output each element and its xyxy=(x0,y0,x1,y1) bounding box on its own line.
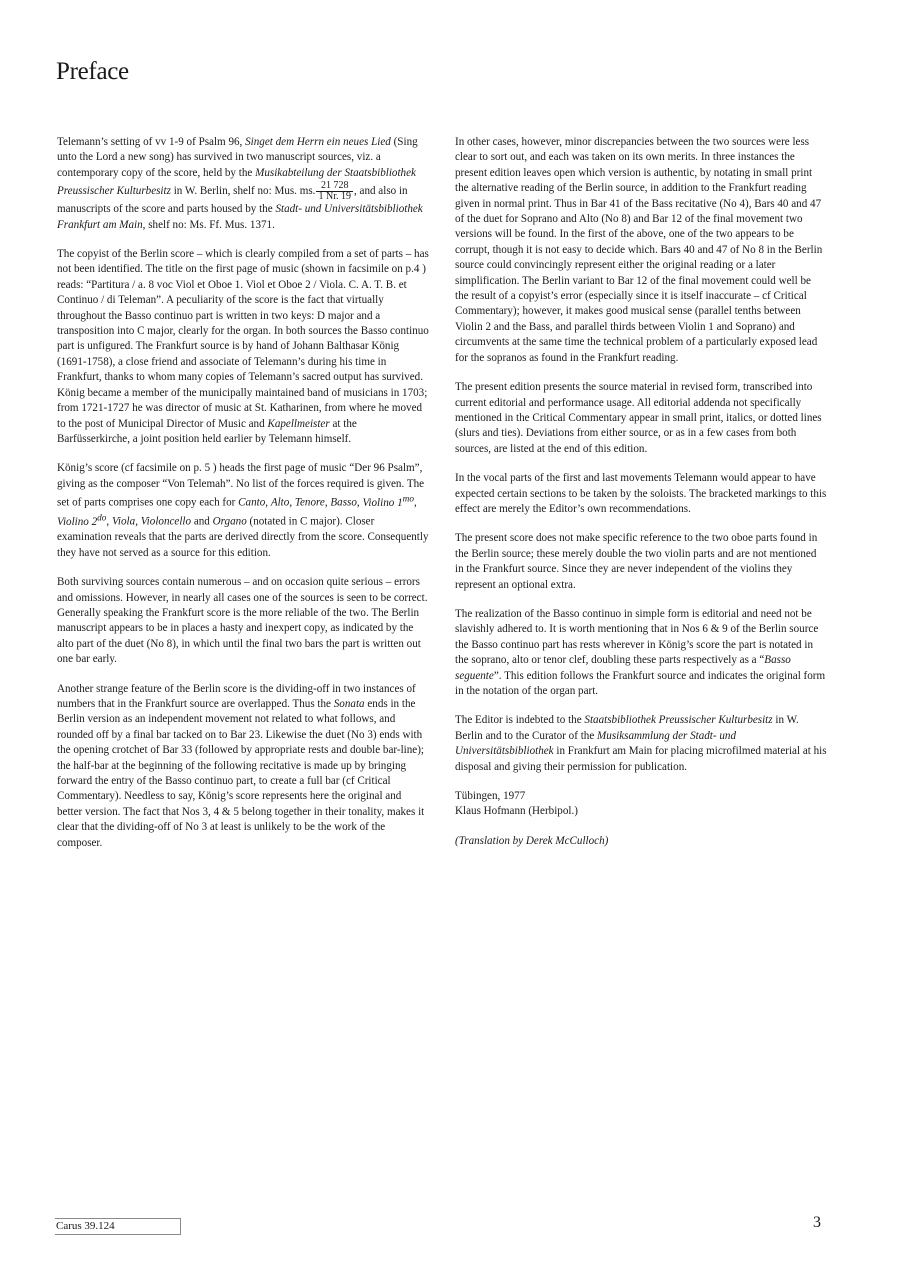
part-name: Violoncello xyxy=(140,515,192,528)
text-run: The Editor is indebted to the xyxy=(455,714,585,727)
library-name: Musiksammlung der Stadt- und Universitätsbibliothek xyxy=(455,729,737,758)
part-name: Alto xyxy=(270,496,290,509)
part-name: Tenore xyxy=(294,496,325,509)
italic-term: Basso seguente xyxy=(455,654,791,682)
part-name: Basso xyxy=(330,496,357,509)
signature-author: Klaus Hofmann (Herbipol.) xyxy=(455,805,578,818)
library-name: Staatsbibliothek Preussischer Kulturbesitz xyxy=(584,714,773,727)
left-column xyxy=(57,135,429,851)
page-number: 3 xyxy=(813,1214,821,1231)
part-name: Canto xyxy=(238,496,266,509)
fraction-numerator: 21 728 xyxy=(316,181,353,192)
part-name xyxy=(57,513,107,528)
paragraph-acknowledgements xyxy=(455,713,827,775)
text-run: Telemann’s setting of vv 1-9 of Psalm 96, xyxy=(57,136,246,148)
library-name: Stadt- und Universitätsbibliothek Frankfurt am Main xyxy=(57,203,423,231)
translator-note: (Translation by Derek McCulloch) xyxy=(455,834,609,847)
superscript: do xyxy=(97,513,107,524)
library-name: Musikabteilung der Staatsbibliothek Preussischer Kulturbesitz xyxy=(57,166,416,198)
translation-credit xyxy=(455,834,827,849)
text-run: , shelf no: Ms. Ff. Mus. 1371. xyxy=(142,218,275,231)
paragraph-sources xyxy=(57,135,429,233)
right-column xyxy=(455,135,827,863)
paragraph-dividing-off xyxy=(57,682,429,851)
text-run: at the Barfüsserkirche, a joint position held earlier by Telemann himself. xyxy=(57,417,357,445)
paragraph-edition: The present edition presents the source material in revised form, transcribed into current editorial and performance usage. All editorial addenda not specifically mentioned in the Critical Commentary appear in small print, italics, or dotted lines (slurs and ties). Deviations from either source, or as in a few cases from both sources, are listed at the end of this edition. xyxy=(455,381,822,455)
catalog-number: Carus 39.124 xyxy=(55,1218,181,1235)
shelfmark-fraction xyxy=(316,181,353,202)
paragraph-continuo xyxy=(455,607,827,699)
text-run: König’s score (cf facsimile on p. 5 ) heads the first page of music “Der 96 Psalm”, giving as the composer “Von Telemah”. No list of the forces required is given. The set of parts comprises one copy each for xyxy=(57,462,425,509)
paragraph-errors: Both surviving sources contain numerous – and on occasion quite serious – errors and omissions. However, in nearly all cases one of the sources is seen to be correct. Generally speaking the Frankfurt score is the more reliable of the two. The Berlin manuscript appears to be in places a hasty and inexpert copy, as indicated by the alto part of the duet (No 8), in which until the final two bars the part is written out one bar early. xyxy=(57,576,428,666)
work-title: Singet dem Herrn ein neues Lied xyxy=(245,136,391,148)
italic-term: Kapellmeister xyxy=(267,417,330,430)
part-name: Viola xyxy=(111,515,136,528)
part-name: Organo xyxy=(212,515,247,528)
text-run: ends in the Berlin version as an independent movement not related to what follows, and rounded off by a final bar tacked on to Bar 23. Likewise the duet (No 3) ends with the opening crotchet of Bar 33 (followed by appropriate rests and double bar-line); the half-bar at the beginning of the following recitative is made up by bringing forward the entry of the Basso continuo part, to create a full bar (cf Critical Commentary). Needless to say, König’s score represents here the original and better version. The fact that Nos 3, 4 & 5 belong together in their tonality, makes it clear that the dividing-off of No 3 at least is unlikely to be the work of the composer. xyxy=(57,697,425,849)
italic-term: Sonata xyxy=(333,697,365,710)
text-run: ”. This edition follows the Frankfurt source and indicates the original form in the notation of the organ part. xyxy=(455,669,826,697)
fraction-denominator: 1 Nr. 19 xyxy=(318,191,351,203)
part-label: Violino 2 xyxy=(57,515,98,528)
text-run: The copyist of the Berlin score – which is clearly compiled from a set of parts – has not been identified. The title on the first page of music (shown in facsimile on p.4 ) reads: “Partitura / a. 8 voc Viol et Oboe 1. Viol et Oboe 2 / Viola. C. A. T. B. et Continuo / di Teleman”. A peculiarity of the score is the fact that virtually throughout the Basso continuo part is written in two keys: D major and a transposition into C major, clearly for the organ. In both sources the Basso continuo part is unfigured. The Frankfurt source is by hand of Johann Balthasar König (1691-1758), a close friend and associate of Telemann’s during his time in Frankfurt, thanks to whom many copies of Telemann’s sacred output has survived. König became a member of the municipally maintained band of musicians in 1703; from 1721-1727 he was director of music at St. Katharinen, from where he moved to the post of Municipal Director of Music and xyxy=(57,248,429,430)
text-run: , and also in manuscripts of the score and parts housed by the xyxy=(57,185,408,216)
paragraph-oboe-parts: The present score does not make specific reference to the two oboe parts found in the Berlin source; these merely double the two violin parts and are not mentioned in the Frankfurt source. Since they are never independent of the violins they represent an optional extra. xyxy=(455,532,818,591)
paragraph-konig-score: König’s score (cf facsimile on p. 5 ) heads the first page of music “Der 96 Psalm”, giving as the composer “Von Telemah”. No list of the forces required is given. The set of parts comprises one copy each for Canto, Alto, Tenore, Basso, Violino $1^{mo}$, Violino $2^{do}$, Viola, Violoncello and Organo (notated in C major). Closer examination reveals that the parts are derived directly from the score. Consequently they have not served as a source for this edition. xyxy=(57,462,429,559)
text-run: The realization of the Basso continuo in simple form is editorial and need not be slavishly adhered to. It is worth mentioning that in Nos 6 & 9 of the Berlin source the Basso continuo part has rests wherever in König’s score the part is notated in the soprano, alto or tenor clef, doubling these parts respectively as a “ xyxy=(455,607,819,667)
part-name xyxy=(362,494,414,509)
text-run: in W. Berlin, shelf no: Mus. ms. xyxy=(170,185,316,198)
part-label: Violino 1 xyxy=(362,496,403,509)
paragraph-vocal-parts: In the vocal parts of the first and last movements Telemann would appear to have expected certain sections to be taken by the soloists. The bracketed markings to this effect are merely the Editor’s own recommendations. xyxy=(455,472,827,515)
text-run: and xyxy=(191,515,213,528)
text-run: (Sing unto the Lord a new song) has survived in two manuscript sources, viz. a contemporary copy of the score, held by the xyxy=(57,136,418,179)
page-title: Preface xyxy=(56,58,129,85)
paragraph-copyist xyxy=(57,247,429,447)
paragraph-discrepancies: In other cases, however, minor discrepancies between the two sources were less clear to sort out, and each was taken on its own merits. In three instances the present edition leaves open which version is authentic, by notating in small print the alternative reading of the Berlin source, in addition to the Frankfurt reading given in normal print. Thus in Bar 41 of the Bass recitative (No 4), Bars 40 and 47 of the duet for Soprano and Alto (No 8) and Bar 12 of the final movement two versions will be found. In the first of the above, one of the two appears to be corrupt, though it is not easy to decide which. Bars 40 and 47 of No 8 in the Berlin source could convincingly represent either the original reading or a later simplification. The Berlin variant to Bar 12 of the final movement could well be the result of a copyist’s error (especially since it is itself inaccurate – cf Critical Commentary); however, it makes good musical sense (parallel tenths between Violin 2 and the Bass, and parallel thirds between Violin 1 and Soprano) and circumvents at the same time the technical problem of a particularly exposed lead for the sopranos as found in the Frankfurt reading. xyxy=(455,136,823,364)
text-run: (notated in C major). Closer examination reveals that the parts are derived directly from the score. Consequently they have not served as a source for this edition. xyxy=(57,515,429,559)
text-run: Another strange feature of the Berlin score is the dividing-off in two instances of numbers that in the Frankfurt source are overlapped. Thus the xyxy=(57,682,416,710)
text-run: in Frankfurt am Main for placing microfilmed material at his disposal and giving their permission for publication. xyxy=(455,745,827,773)
superscript: mo xyxy=(402,494,414,505)
text-run: in W. Berlin and to the Curator of the xyxy=(455,714,799,742)
signature-place-date: Tübingen, 1977 xyxy=(455,790,526,803)
